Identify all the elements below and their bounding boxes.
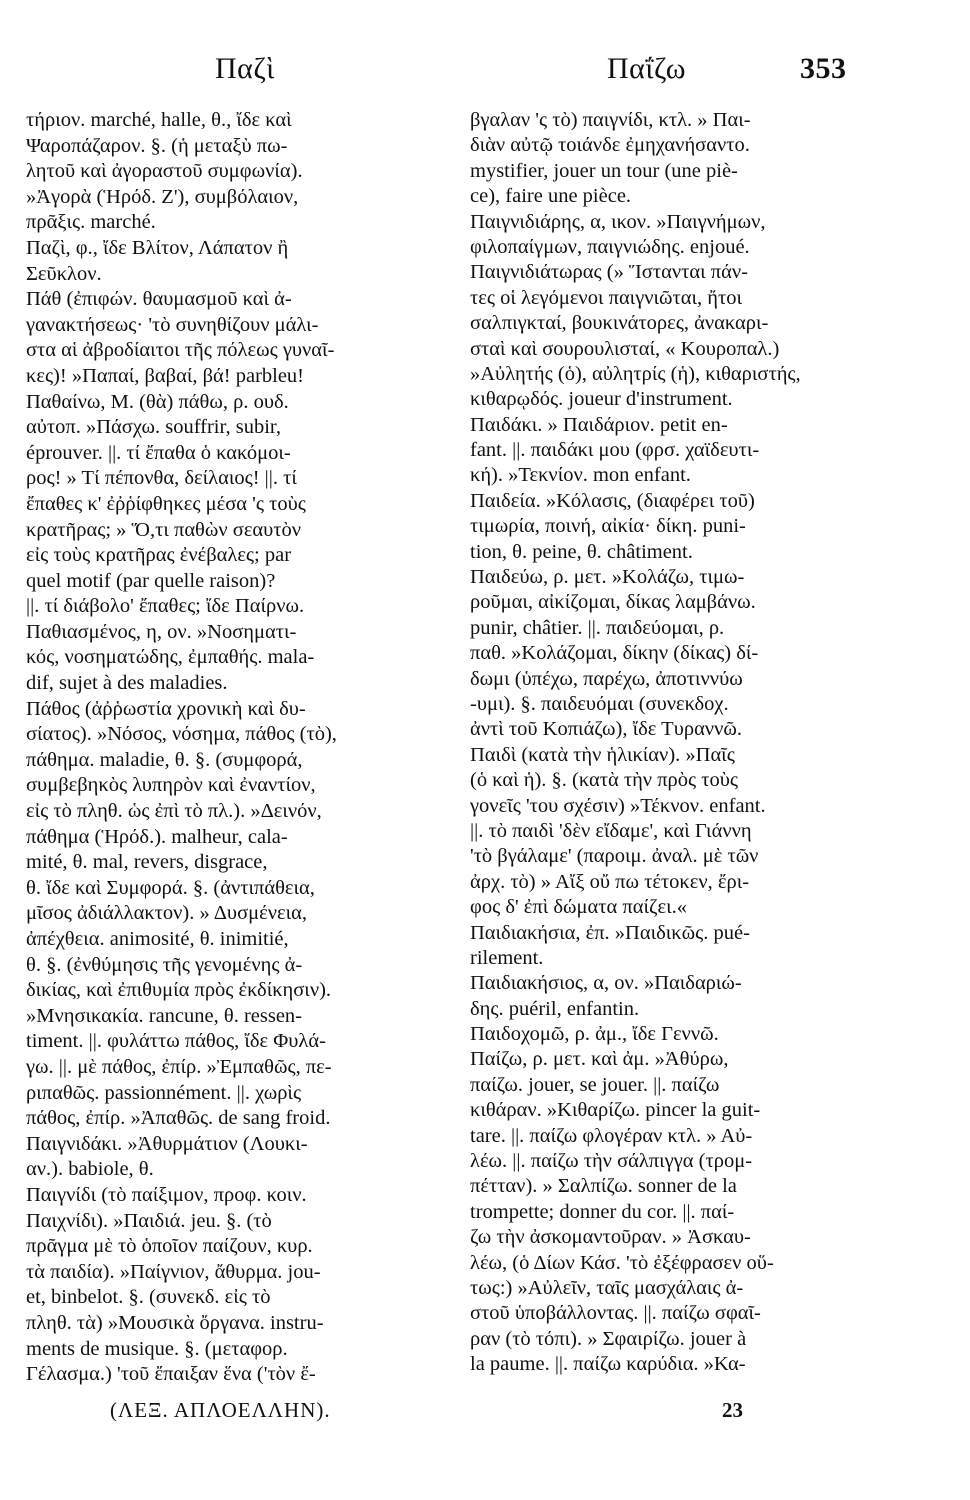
text-line: Παιδοχομῶ, ρ. ἀμ., ἴδε Γεννῶ.	[470, 1023, 719, 1046]
text-line: φος δ' ἐπὶ δώματα παίζει.«	[470, 896, 687, 919]
text-line: κή). »Τεκνίον. mon enfant.	[470, 464, 691, 487]
text-line: ἔπαθες κ' ἐῤῥίφθηκες μέσα 'ς τοὺς	[26, 492, 306, 515]
text-line: ce), faire une pièce.	[470, 185, 632, 208]
text-line: κιθάραν. »Κιθαρίζω. pincer la guit-	[470, 1099, 761, 1122]
text-line: ριπαθῶς. passionnément. ||. χωρὶς	[26, 1081, 302, 1104]
text-line: γονεῖς 'του σχέσιν) »Τέκνον. enfant.	[470, 794, 766, 817]
text-line: ρος! » Τί πέπονθα, δείλαιος! ||. τί	[26, 467, 297, 490]
text-line: fant. ||. παιδάκι μου (φρσ. χαϊδευτι-	[470, 439, 760, 462]
text-line: (ὁ καὶ ἡ). §. (κατὰ τὴν πρὸς τοὺς	[470, 769, 739, 792]
text-line: Παιδιακήσιος, α, ον. »Παιδαριώ-	[470, 972, 742, 995]
text-line: Πάθ (ἐπιφών. θαυμασμοῦ καὶ ἀ-	[26, 288, 292, 311]
text-line: Παιγνίδι (τὸ παίξιμον, προφ. κοιν.	[26, 1183, 307, 1206]
text-line: ἀπέχθεια. animosité, θ. inimitié,	[26, 928, 289, 950]
text-line: ἀντὶ τοῦ Κοπιάζω), ἴδε Τυραννῶ.	[470, 718, 742, 741]
text-line: κρατῆρας; » Ὅ,τι παθὼν σεαυτὸν	[26, 518, 302, 541]
text-line: Ψαροπάζαρον. §. (ἡ μεταξὺ πω-	[26, 134, 288, 157]
page-number: 353	[800, 52, 847, 85]
running-head-right: Παΐζω	[607, 52, 687, 85]
text-line: γανακτήσεως· 'τὸ συνηθίζουν μάλι-	[26, 313, 319, 336]
text-line: τως:) »Αὐλεῖν, ταῖς μασχάλαις ἀ-	[470, 1276, 744, 1299]
text-line: quel motif (par quelle raison)?	[26, 569, 276, 592]
text-line: Παζὶ, φ., ἴδε Βλίτον, Λάπατον ἢ	[26, 236, 289, 259]
text-line: πληθ. τὰ) »Μουσικὰ ὄργανα. instru-	[26, 1311, 324, 1334]
text-line: γω. ||. μὲ πάθος, ἐπίρ. »Ἐμπαθῶς, πε-	[26, 1055, 332, 1078]
text-line: Παιγνιδιάτωρας (» Ἵστανται πάν-	[470, 261, 748, 284]
text-line: ἀρχ. τὸ) » Αἴξ οὔ πω τέτοκεν, ἔρι-	[470, 870, 750, 893]
text-line: Παθαίνω, Μ. (θὰ) πάθω, ρ. ουδ.	[26, 390, 289, 413]
text-line: σταὶ καὶ σουρουλισταί, « Κουροπαλ.)	[470, 337, 780, 360]
text-line: éprouver. ||. τί ἔπαθα ὁ κακόμοι-	[26, 441, 291, 464]
text-line: παίζω. jouer, se jouer. ||. παίζω	[470, 1073, 720, 1096]
text-line: Παιγνιδάκι. »Ἀθυρμάτιον (Λουκι-	[26, 1132, 308, 1155]
signature-mark: (ΛΕΞ. ΑΠΛΟΕΛΛΗΝ).	[110, 1398, 331, 1422]
text-line: ||. τὸ παιδὶ 'δὲν εἴδαμε', καὶ Γιάννη	[470, 819, 752, 842]
text-line: κες)! »Παπαί, βαβαί, βά! parbleu!	[26, 364, 305, 387]
text-line: tion, θ. peine, θ. châtiment.	[470, 540, 693, 563]
text-line: ζω τὴν ἀσκομαντοῦραν. » Ἀσκαυ-	[470, 1226, 751, 1249]
text-line: μῖσος ἀδιάλλακτον). » Δυσμένεια,	[26, 902, 307, 925]
text-line: τήριον. marché, halle, θ., ἴδε καὶ	[26, 109, 292, 131]
text-line: punir, châtier. ||. παιδεύομαι, ρ.	[470, 616, 725, 639]
text-line: Παιχνίδι). »Παιδιά. jeu. §. (τὸ	[26, 1209, 272, 1232]
text-line: θ. §. (ἐνθύμησις τῆς γενομένης ἀ-	[26, 953, 303, 976]
text-line: Γέλασμα.) 'τοῦ ἔπαιξαν ἕνα ('τὸν ἔ-	[26, 1363, 316, 1386]
text-line: Παιδεύω, ρ. μετ. »Κολάζω, τιμω-	[470, 566, 745, 589]
text-line: la paume. ||. παίζω καρύδια. »Κα-	[470, 1353, 746, 1376]
text-line: »Αὐλητής (ὁ), αὐλητρίς (ἡ), κιθαριστής,	[470, 362, 801, 385]
left-column	[26, 108, 441, 1388]
text-line: ments de musique. §. (μεταφορ.	[26, 1337, 288, 1360]
text-line: πέτταν). » Σαλπίζω. sonner de la	[470, 1175, 737, 1198]
running-head-left: Παζὶ	[215, 52, 275, 85]
text-line: κιθαρῳδός. joueur d'instrument.	[470, 388, 733, 411]
text-line: δωμι (ὑπέχω, παρέχω, ἀποτιννύω	[470, 667, 743, 690]
text-line: rilement.	[470, 946, 544, 969]
text-line: στα αἱ ἀβροδίαιτοι τῆς πόλεως γυναῖ-	[26, 339, 335, 362]
text-line: Παιδὶ (κατὰ τὴν ἡλικίαν). »Παῖς	[470, 743, 735, 766]
text-line: mité, θ. mal, revers, disgrace,	[26, 851, 268, 874]
text-line: ροῦμαι, αἰκίζομαι, δίκας λαμβάνω.	[470, 591, 756, 614]
text-line: φιλοπαίγμων, παιγνιώδης. enjoué.	[470, 235, 750, 258]
text-line: mystifier, jouer un tour (une piè-	[470, 159, 738, 182]
text-line: Σεῦκλον.	[26, 262, 102, 285]
gathering-number: 23	[722, 1398, 743, 1422]
text-line: λέω, (ὁ Δίων Κάσ. 'τὸ ἐξέφρασεν οὕ-	[470, 1251, 774, 1274]
text-line: ραν (τὸ τόπι). » Σφαιρίζω. jouer à	[470, 1327, 747, 1350]
text-line: 'τὸ βγάλαμε' (παροιμ. ἀναλ. μὲ τῶν	[470, 845, 759, 868]
text-line: Πάθος (ἀῤῥωστία χρονικὴ καὶ δυ-	[26, 697, 306, 720]
text-line: πάθημα (Ἡρόδ.). malheur, cala-	[26, 825, 288, 848]
text-line: λέω. ||. παίζω τὴν σάλπιγγα (τρομ-	[470, 1150, 753, 1173]
text-line: πάθημα. maladie, θ. §. (συμφορά,	[26, 748, 303, 771]
text-line: διὰν αὐτῷ τοιάνδε ἐμηχανήσαντο.	[470, 134, 750, 157]
text-line: τες οἱ λεγόμενοι παιγνιῶται, ἤτοι	[470, 286, 743, 309]
text-line: τὰ παιδία). »Παίγνιον, ἄθυρμα. jou-	[26, 1260, 321, 1283]
text-line: πρᾶγμα μὲ τὸ ὁποῖον παίζουν, κυρ.	[26, 1235, 313, 1258]
text-line: »Ἀγορὰ (Ἡρόδ. Ζ'), συμβόλαιον,	[26, 185, 299, 208]
text-line: σίατος). »Νόσος, νόσημα, πάθος (τὸ),	[26, 723, 337, 746]
text-line: tare. ||. παίζω φλογέραν κτλ. » Αὐ-	[470, 1124, 753, 1147]
text-line: δικίας, καὶ ἐπιθυμία πρὸς ἐκδίκησιν).	[26, 979, 332, 1002]
text-line: πρᾶξις. marché.	[26, 211, 156, 234]
text-line: αν.). babiole, θ.	[26, 1158, 154, 1181]
text-line: dif, sujet à des maladies.	[26, 672, 228, 695]
text-line: Παιδιακήσια, ἐπ. »Παιδικῶς. pué-	[470, 921, 750, 944]
text-line: σαλπιγκταί, βουκινάτορες, ἀνακαρι-	[470, 312, 769, 335]
text-line: αὐτοπ. »Πάσχω. souffrir, subir,	[26, 416, 282, 439]
text-line: κός, νοσηματώδης, ἐμπαθής. mala-	[26, 646, 315, 669]
text-line: πάθος, ἐπίρ. »Ἀπαθῶς. de sang froid.	[26, 1107, 331, 1130]
text-line: Παιδεία. »Κόλασις, (διαφέρει τοῦ)	[470, 489, 755, 512]
text-line: εἰς τοὺς κρατῆρας ἐνέβαλες; par	[26, 544, 292, 567]
text-line: et, binbelot. §. (συνεκδ. εἰς τὸ	[26, 1286, 271, 1309]
text-line: timent. ||. φυλάττω πάθος, ἴδε Φυλά-	[26, 1030, 326, 1053]
text-line: βγαλαν 'ς τὸ) παιγνίδι, κτλ. » Παι-	[470, 109, 751, 131]
text-line: Παθιασμένος, η, ον. »Νοσηματι-	[26, 620, 297, 643]
text-line: συμβεβηκὸς λυπηρὸν καὶ ἐναντίον,	[26, 774, 316, 797]
text-line: Παίζω, ρ. μετ. καὶ ἀμ. »Ἀθύρω,	[470, 1048, 729, 1071]
text-line: θ. ἴδε καὶ Συμφορά. §. (ἀντιπάθεια,	[26, 876, 315, 899]
text-line: Παιδάκι. » Παιδάριον. petit en-	[470, 413, 728, 436]
text-line: εἰς τὸ πληθ. ὡς ἐπὶ τὸ πλ.). »Δεινόν,	[26, 800, 322, 823]
text-line: trompette; donner du cor. ||. παί-	[470, 1200, 735, 1223]
text-line: ||. τί διάβολο' ἔπαθες; ἴδε Παίρνω.	[26, 595, 305, 618]
text-line: στοῦ ὑποβάλλοντας. ||. παίζω σφαῖ-	[470, 1302, 761, 1325]
text-line: τιμωρία, ποινή, αἰκία· δίκη. puni-	[470, 515, 746, 538]
text-line: Παιγνιδιάρης, α, ικον. »Παιγνήμων,	[470, 210, 766, 233]
right-column	[470, 108, 890, 1378]
text-line: παθ. »Κολάζομαι, δίκην (δίκας) δί-	[470, 642, 759, 665]
text-line: -υμι). §. παιδευόμαι (συνεκδοχ.	[470, 692, 729, 715]
text-line: λητοῦ καὶ ἀγοραστοῦ συμφωνία).	[26, 160, 303, 183]
text-line: δης. puéril, enfantin.	[470, 997, 640, 1020]
text-line: »Μνησικακία. rancune, θ. ressen-	[26, 1004, 303, 1027]
